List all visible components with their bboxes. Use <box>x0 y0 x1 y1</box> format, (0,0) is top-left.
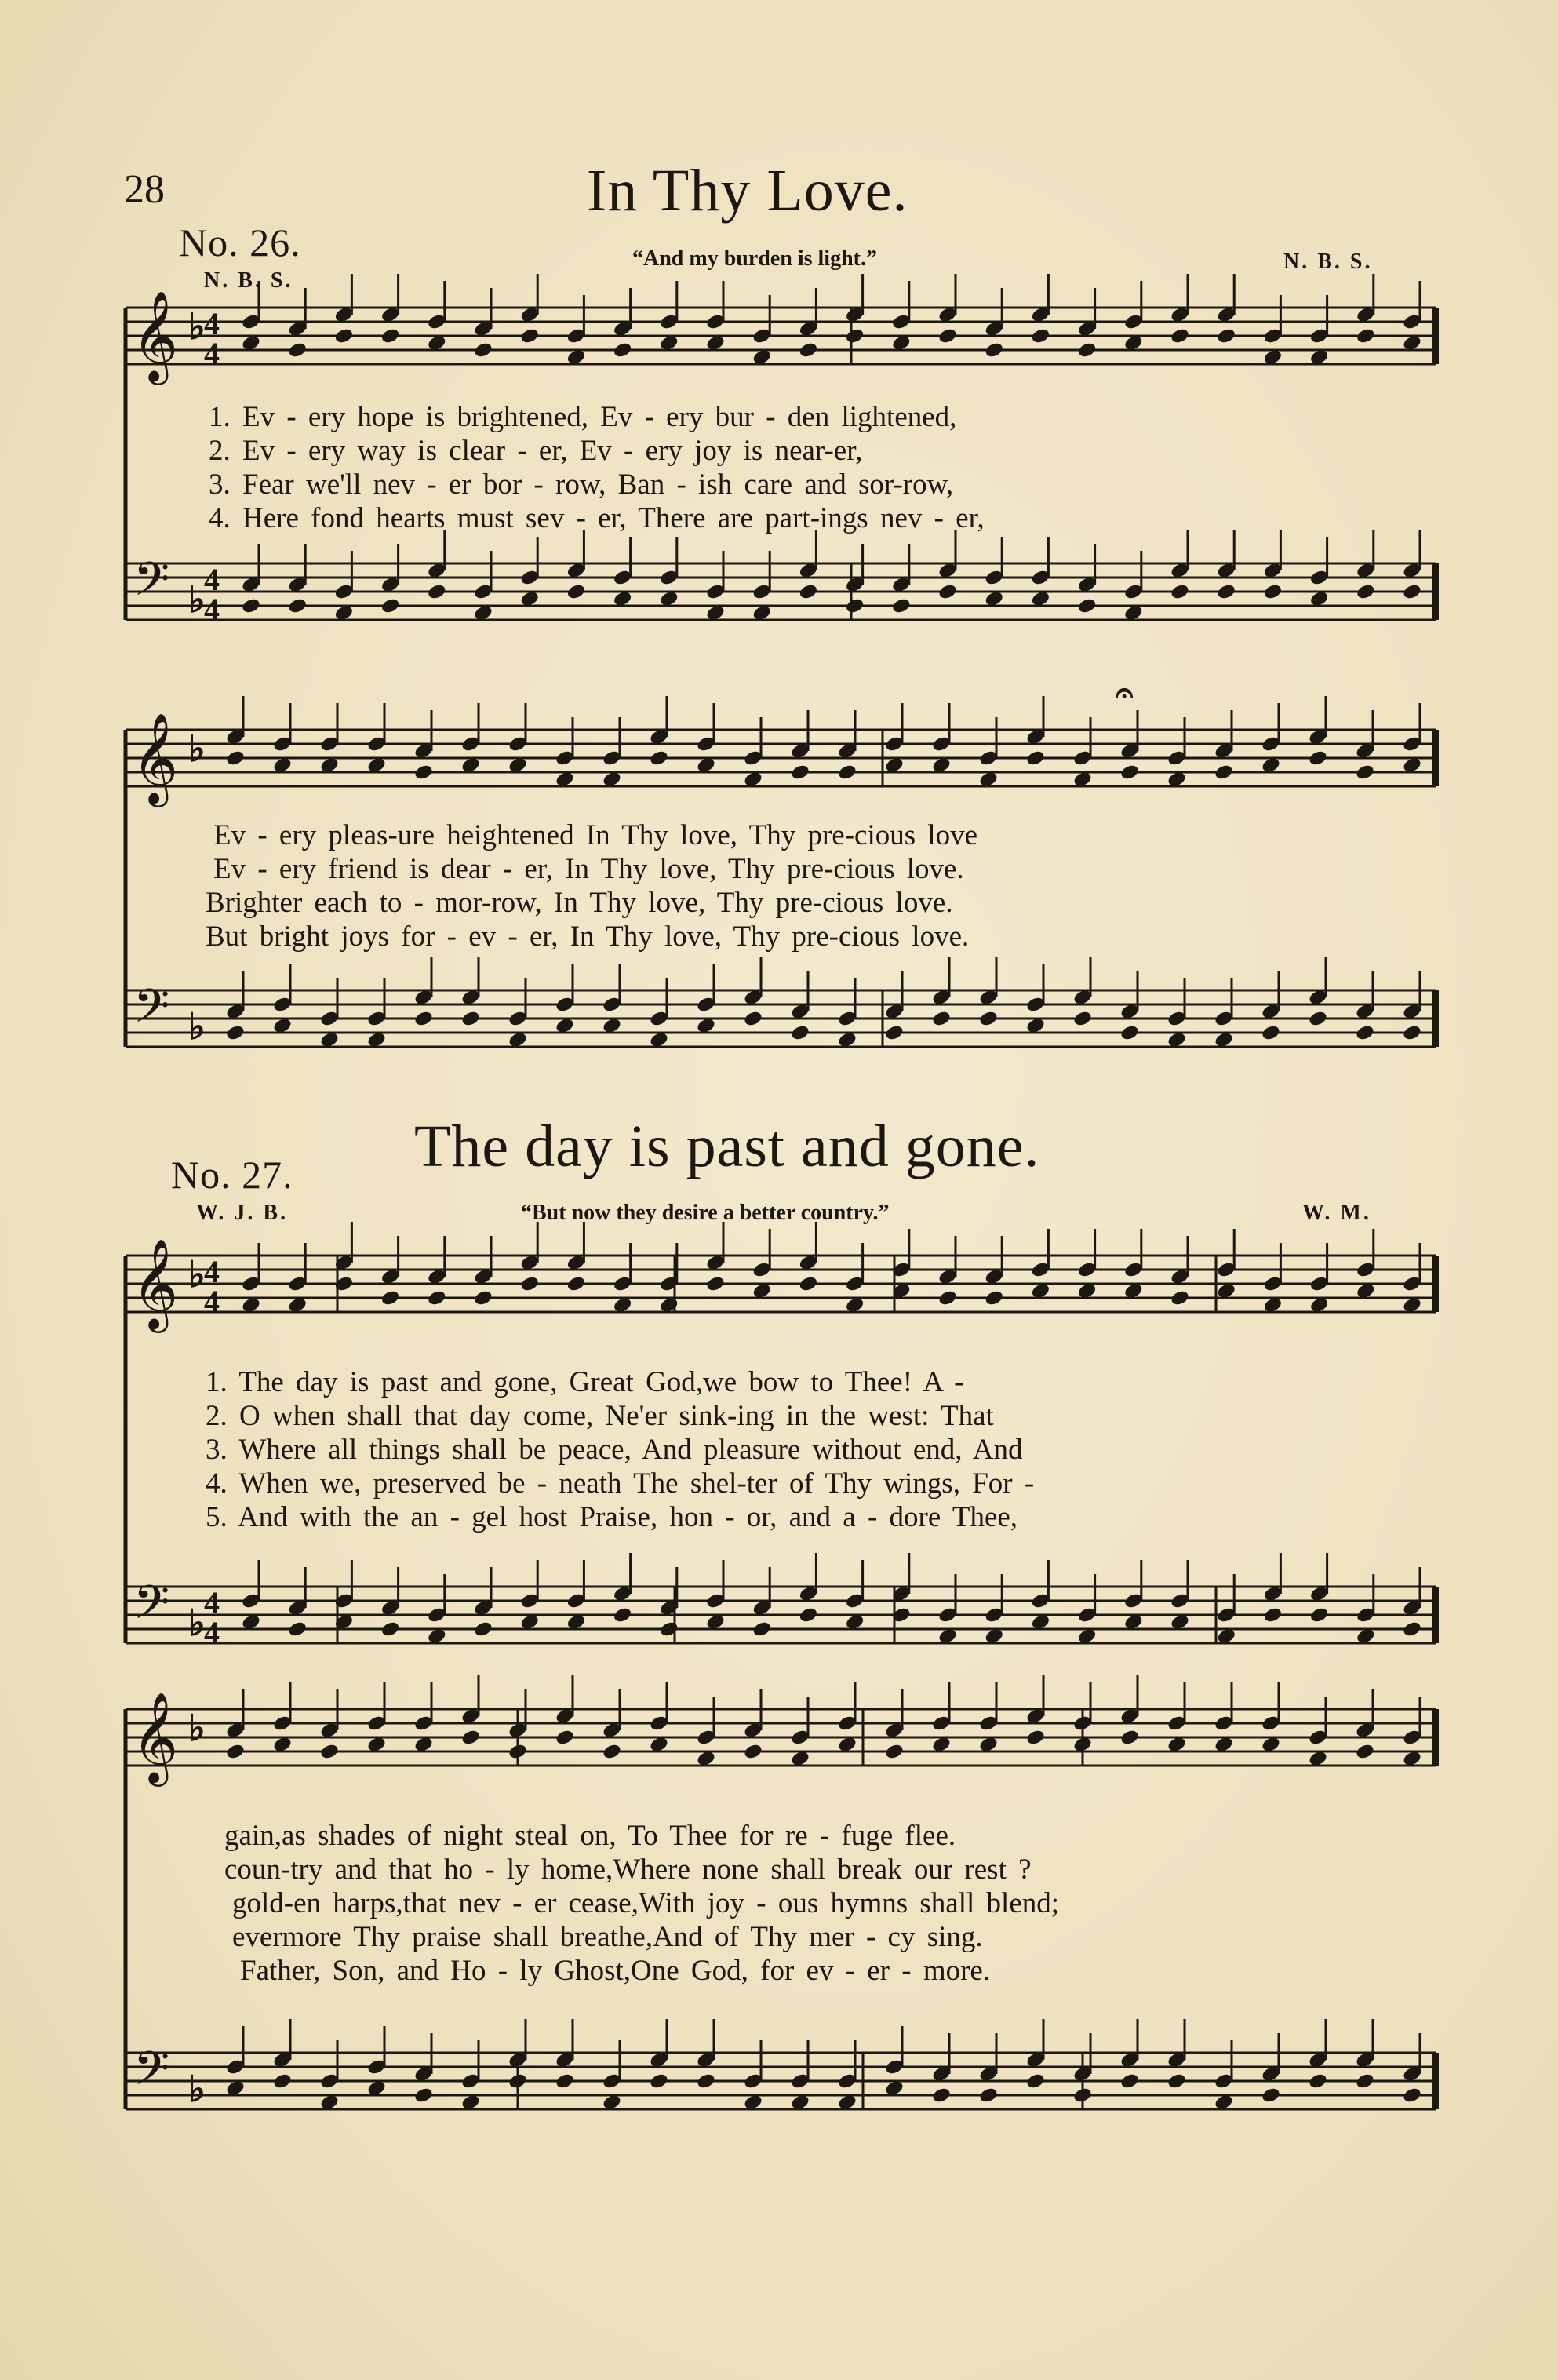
note-head <box>649 2072 669 2090</box>
note-head <box>333 327 354 345</box>
note-head <box>798 341 818 359</box>
hymn-27-number: No. 27. <box>171 1153 293 1197</box>
note-head <box>798 1606 818 1624</box>
note-head <box>1076 597 1097 615</box>
note-head <box>241 597 261 615</box>
note-head <box>1402 1620 1422 1638</box>
note-head <box>1355 2072 1375 2090</box>
note-head <box>937 327 958 345</box>
note-head <box>752 1620 772 1638</box>
note-head <box>1119 764 1140 782</box>
note-head <box>649 749 669 767</box>
note-head <box>1355 1024 1375 1042</box>
note-head <box>602 1743 622 1761</box>
hymn-27-verse-2-line-a: 2. O when shall that day come, Ne'er sink-ing in the west: That <box>206 1400 994 1432</box>
hymn-26-verse-2-line-b: Ev - ery friend is dear - er, In Thy love, Thy pre-cious love. <box>213 853 964 885</box>
note-head <box>1261 2087 1281 2105</box>
note-head <box>937 583 958 601</box>
hymn-27-verse-5-line-b: Father, Son, and Ho - ly Ghost,One God, for ev - er - more. <box>240 1955 991 1987</box>
note-head <box>1167 2072 1187 2090</box>
note-head <box>1402 583 1422 601</box>
note-head <box>473 1620 493 1638</box>
note-head <box>555 1729 575 1747</box>
note-head <box>555 2072 575 2090</box>
note-head <box>1402 1024 1422 1042</box>
note-head <box>1076 341 1097 359</box>
hymn-27-verse-1-line-a: 1. The day is past and gone, Great God,we bow to Thee! A - <box>206 1366 964 1398</box>
hymn-27-author: W. J. B. <box>196 1201 289 1225</box>
hymn-27-verse-4-line-b: evermore Thy praise shall breathe,And of Thy mer - cy sing. <box>232 1921 983 1953</box>
hymn-26-epigraph: “And my burden is light.” <box>632 246 877 271</box>
note-head <box>272 2072 293 2090</box>
note-head <box>978 2087 999 2105</box>
note-head <box>1355 764 1375 782</box>
note-head <box>1308 1010 1328 1028</box>
hymn-26-verse-1-line-b: Ev - ery pleas-ure heightened In Thy love, Thy pre-cious love <box>213 819 978 851</box>
note-head <box>837 764 857 782</box>
note-head <box>380 597 400 615</box>
hymn-27-verse-5-line-a: 5. And with the an - gel host Praise, hon - or, and a - dore Thee, <box>206 1501 1018 1533</box>
note-head <box>1216 583 1236 601</box>
note-head <box>743 1743 763 1761</box>
note-head <box>287 1620 308 1638</box>
note-head <box>612 1606 632 1624</box>
time-signature-top: 4 <box>204 1254 220 1289</box>
flat-icon: ♭ <box>188 580 206 620</box>
note-head <box>427 583 447 601</box>
hymn-26-number: No. 26. <box>179 221 301 264</box>
bass-clef-icon: 𝄢 <box>133 979 170 1044</box>
note-head <box>743 1010 763 1028</box>
flat-icon: ♭ <box>188 1603 206 1643</box>
hymn-26-verse-1-line-a: 1. Ev - ery hope is brightened, Ev - ery bur - den lightened, <box>209 401 957 433</box>
note-head <box>984 341 1004 359</box>
note-head <box>460 1729 481 1747</box>
note-head <box>287 597 308 615</box>
hymn-27-verse-3-line-a: 3. Where all things shall be peace, And pleasure without end, And <box>206 1434 1023 1466</box>
hymn-27-verse-3-line-b: gold-en harps,that nev - er cease,With joy - ous hymns shall blend; <box>232 1887 1060 1919</box>
note-head <box>1119 1024 1140 1042</box>
note-head <box>1402 2087 1422 2105</box>
hymn-27-epigraph: “But now they desire a better country.” <box>521 1201 890 1225</box>
note-head <box>460 1010 481 1028</box>
note-head <box>844 597 865 615</box>
note-head <box>659 1620 679 1638</box>
flat-icon: ♭ <box>188 307 206 347</box>
note-head <box>1072 1010 1093 1028</box>
note-head <box>413 764 434 782</box>
note-head <box>790 1024 810 1042</box>
time-signature-top: 4 <box>204 1585 220 1620</box>
bass-clef-icon: 𝄢 <box>133 552 170 618</box>
hymn-26-verse-4-line-a: 4. Here fond hearts must sev - er, There are part-ings nev - er, <box>209 502 985 534</box>
note-head <box>1216 327 1236 345</box>
note-head <box>1308 749 1328 767</box>
hymn-27-title: The day is past and gone. <box>414 1113 1040 1179</box>
note-head <box>798 583 818 601</box>
note-head <box>427 1289 447 1307</box>
hymn-26-verse-2-line-a: 2. Ev - ery way is clear - er, Ev - ery joy is near-er, <box>209 435 863 467</box>
treble-clef-icon: 𝄞 <box>132 1691 179 1783</box>
note-head <box>413 2087 434 2105</box>
note-head <box>1170 1289 1190 1307</box>
flat-icon: ♭ <box>188 1708 206 1748</box>
note-head <box>1170 327 1190 345</box>
note-head <box>319 1743 340 1761</box>
hymn-26-title: In Thy Love. <box>587 158 908 224</box>
note-head <box>1356 583 1376 601</box>
note-head <box>380 327 400 345</box>
note-head <box>380 1620 400 1638</box>
note-head <box>1025 2072 1046 2090</box>
treble-clef-icon: 𝄞 <box>132 1237 179 1329</box>
note-head <box>937 1289 958 1307</box>
note-head <box>1355 1743 1375 1761</box>
note-head <box>1025 1729 1046 1747</box>
note-head <box>931 2087 952 2105</box>
note-head <box>1030 327 1050 345</box>
note-head <box>519 327 540 345</box>
bass-clef-icon: 𝄢 <box>133 1575 170 1641</box>
hymn-27-verse-2-line-b: coun-try and that ho - ly home,Where none shall break our rest ? <box>224 1853 1032 1886</box>
note-head <box>1261 1024 1281 1042</box>
note-head <box>891 597 912 615</box>
time-signature-bottom: 4 <box>204 336 220 371</box>
note-head <box>1356 327 1376 345</box>
note-head <box>225 749 246 767</box>
note-head <box>612 341 632 359</box>
note-head <box>566 1275 586 1293</box>
note-head <box>473 341 493 359</box>
bass-clef-icon: 𝄢 <box>133 2041 170 2107</box>
flat-icon: ♭ <box>188 729 206 769</box>
hymn-27-verse-4-line-a: 4. When we, preserved be - neath The shel-ter of Thy wings, For - <box>206 1467 1035 1500</box>
note-head <box>1025 749 1046 767</box>
note-head <box>978 1010 999 1028</box>
note-head <box>844 327 865 345</box>
note-head <box>225 1024 246 1042</box>
treble-clef-icon: 𝄞 <box>132 712 179 804</box>
note-head <box>884 1743 905 1761</box>
note-head <box>884 1024 905 1042</box>
hymn-27-composer: W. M. <box>1302 1201 1371 1225</box>
flat-icon: ♭ <box>188 1255 206 1295</box>
time-signature-top: 4 <box>204 562 220 597</box>
hymn-26-composer: N. B. S. <box>1283 250 1373 274</box>
note-head <box>566 583 586 601</box>
note-head <box>790 764 810 782</box>
flat-icon: ♭ <box>188 2069 206 2109</box>
fermata-icon: 𝄐 <box>1116 675 1134 710</box>
time-signature-bottom: 4 <box>204 592 220 627</box>
note-head <box>1308 2072 1328 2090</box>
time-signature-bottom: 4 <box>204 1284 220 1319</box>
note-head <box>1170 583 1190 601</box>
note-head <box>519 1275 540 1293</box>
treble-clef-icon: 𝄞 <box>132 290 179 381</box>
time-signature-bottom: 4 <box>204 1615 220 1650</box>
note-head <box>1214 764 1234 782</box>
note-head <box>380 1289 400 1307</box>
note-head <box>413 1010 434 1028</box>
note-head <box>1119 1729 1140 1747</box>
note-head <box>1262 583 1283 601</box>
note-head <box>1309 1606 1329 1624</box>
hymn-27-verse-1-line-b: gain,as shades of night steal on, To Thee for re - fuge flee. <box>224 1820 956 1852</box>
note-head <box>225 1743 246 1761</box>
note-head <box>705 1275 726 1293</box>
note-head <box>931 1010 952 1028</box>
hymn-26-verse-3-line-a: 3. Fear we'll nev - er bor - row, Ban - ish care and sor-row, <box>209 468 954 501</box>
page-number: 28 <box>124 167 165 212</box>
note-head <box>798 1275 818 1293</box>
note-head <box>984 1289 1004 1307</box>
note-head <box>473 1289 493 1307</box>
hymn-26-author: N. B. S. <box>204 268 293 293</box>
note-head <box>696 2072 716 2090</box>
hymn-26-verse-3-line-b: Brighter each to - mor-row, In Thy love, Thy pre-cious love. <box>206 887 953 919</box>
time-signature-top: 4 <box>204 306 220 341</box>
note-head <box>287 341 308 359</box>
note-head <box>1262 1606 1283 1624</box>
hymn-26-verse-4-line-b: But bright joys for - ev - er, In Thy love, Thy pre-cious love. <box>206 920 970 953</box>
note-head <box>1119 2072 1140 2090</box>
flat-icon: ♭ <box>188 1007 206 1047</box>
